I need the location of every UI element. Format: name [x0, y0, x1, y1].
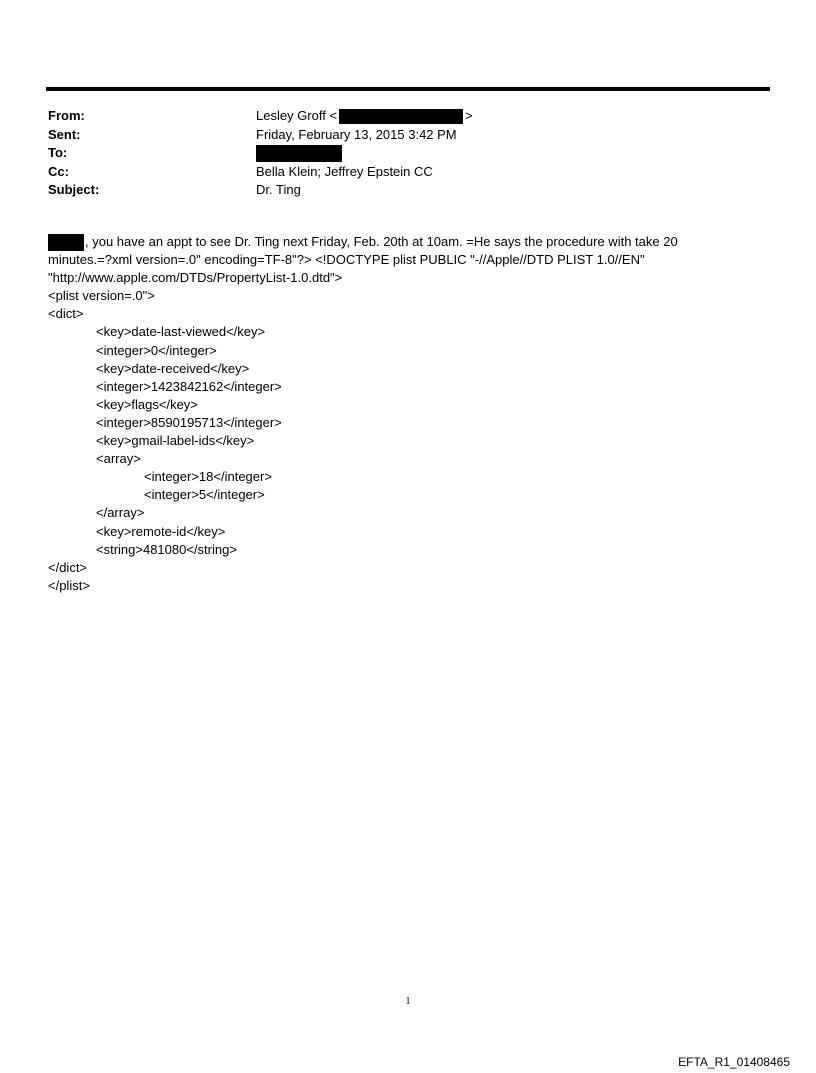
body-line: </array>	[96, 505, 145, 521]
from-value	[256, 107, 473, 126]
body-line: <key>flags</key>	[96, 396, 198, 412]
body-line: minutes.=?xml version=.0" encoding=TF-8"?> <!DOCTYPE plist PUBLIC "-//Apple//DTD PLIST 1.0//EN"	[48, 252, 645, 268]
subject-value: Dr. Ting	[256, 182, 301, 197]
header-rule	[46, 87, 770, 91]
subject-label: Subject:	[48, 182, 100, 197]
body-line: <key>gmail-label-ids</key>	[96, 433, 255, 449]
to-label: To:	[48, 145, 68, 160]
redacted-recipient	[256, 145, 342, 162]
body-line: <plist version=.0">	[48, 288, 155, 304]
to-value	[256, 144, 342, 163]
body-line: <key>date-received</key>	[96, 360, 250, 376]
body-line: <key>date-last-viewed</key>	[96, 324, 266, 340]
body-line: <array>	[96, 451, 141, 467]
document-id: EFTA_R1_01408465	[678, 1055, 790, 1069]
body-line: <integer>5</integer>	[144, 487, 265, 503]
body-line: </plist>	[48, 577, 90, 593]
body-line: </dict>	[48, 559, 88, 575]
body-line: <key>remote-id</key>	[96, 523, 226, 539]
email-body	[48, 233, 678, 595]
body-line: <dict>	[48, 306, 84, 322]
body-line: <integer>0</integer>	[96, 342, 217, 358]
cc-value: Bella Klein; Jeffrey Epstein CC	[256, 163, 433, 179]
from-label: From:	[48, 108, 85, 123]
redacted-name	[48, 234, 84, 251]
page-number: 1	[405, 996, 411, 1007]
sent-label: Sent:	[48, 126, 81, 142]
body-line: <integer>8590195713</integer>	[96, 414, 282, 430]
cc-label: Cc:	[48, 163, 69, 179]
body-line: <integer>18</integer>	[144, 469, 272, 485]
body-line: <integer>1423842162</integer>	[96, 378, 282, 394]
body-line: <string>481080</string>	[96, 541, 237, 557]
redacted-email	[339, 109, 463, 124]
body-line: "http://www.apple.com/DTDs/PropertyList-1.0.dtd">	[48, 270, 343, 286]
body-first-line	[48, 233, 678, 251]
sent-value: Friday, February 13, 2015 3:42 PM	[256, 126, 457, 142]
body-first-text: , you have an appt to see Dr. Ting next Friday, Feb. 20th at 10am. =He says the procedure with take 20	[85, 234, 678, 249]
from-name: Lesley Groff <	[256, 108, 338, 123]
from-close: >	[465, 108, 473, 123]
